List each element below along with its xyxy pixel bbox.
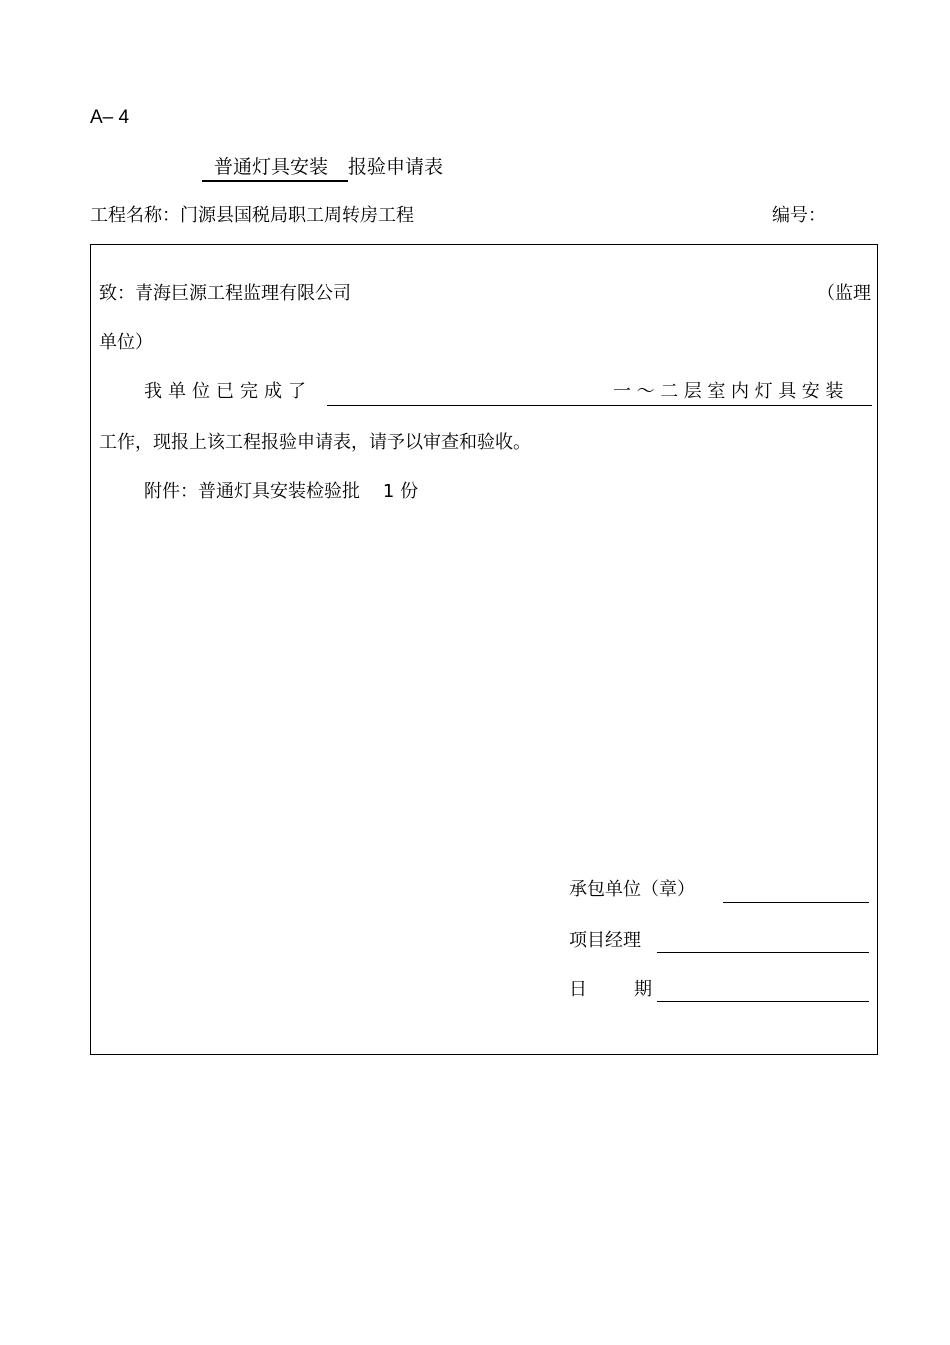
request-text: 工作，现报上该工程报验申请表，请予以审查和验收。 bbox=[99, 432, 531, 453]
project-label: 工程名称： bbox=[90, 205, 180, 226]
form-code: A– 4 bbox=[90, 107, 130, 128]
completed-work-underline bbox=[327, 405, 872, 406]
project-name-row bbox=[90, 205, 414, 227]
manager-label: 项目经理 bbox=[569, 930, 641, 951]
project-name: 门源县国税局职工周转房工程 bbox=[180, 205, 414, 226]
date-label bbox=[569, 979, 652, 1001]
contractor-signature-line bbox=[723, 902, 869, 903]
attachment-text: 普通灯具安装检验批 bbox=[198, 481, 360, 502]
attachment-label: 附件： bbox=[144, 481, 198, 502]
to-unit: 青海巨源工程监理有限公司 bbox=[135, 283, 351, 304]
addressee-row bbox=[99, 283, 351, 305]
manager-signature-line bbox=[657, 952, 869, 953]
title-subject: 普通灯具安装 bbox=[202, 155, 348, 182]
date-char-1: 日 bbox=[569, 979, 587, 1000]
number-label: 编号： bbox=[772, 205, 826, 226]
to-suffix-2: 单位） bbox=[99, 332, 153, 353]
content-box bbox=[90, 244, 878, 1055]
title-suffix: 报验申请表 bbox=[348, 156, 444, 178]
form-title bbox=[202, 155, 443, 182]
completed-work: 一～二层室内灯具安装 bbox=[613, 381, 849, 402]
date-signature-line bbox=[657, 1001, 869, 1002]
date-char-2: 期 bbox=[634, 979, 652, 1000]
to-suffix-1: （监理 bbox=[817, 283, 871, 304]
attachment-row bbox=[144, 481, 418, 503]
to-label: 致： bbox=[99, 283, 135, 304]
attachment-count: 1 份 bbox=[382, 481, 419, 502]
contractor-label: 承包单位（章） bbox=[569, 879, 695, 900]
completed-prefix: 我单位已完成了 bbox=[144, 381, 312, 402]
